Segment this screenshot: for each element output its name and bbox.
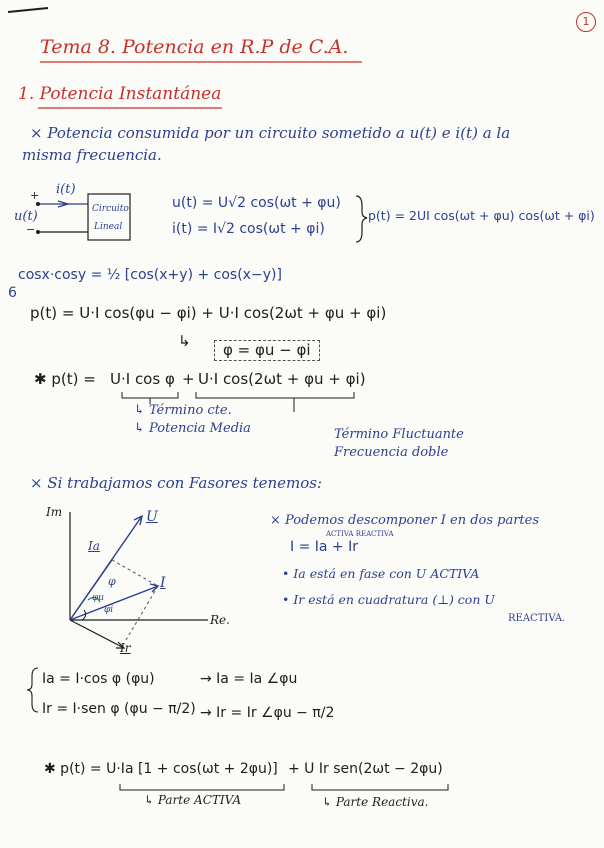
term-1-label-mean: ↳ Potencia Media xyxy=(134,421,251,436)
equation-p-expanded: p(t) = U·I cos(φu − φi) + U·I cos(2ωt + φu + φi) xyxy=(30,304,387,322)
circuit-current-label: i(t) xyxy=(56,182,76,197)
circuit-plus: + xyxy=(30,189,40,202)
star-equation-prefix: ✱ p(t) = xyxy=(34,370,96,388)
final-equation-reactive: + U Ir sen(2ωt − 2φu) xyxy=(288,761,443,777)
equation-p: p(t) = 2UI cos(ωt + φu) cos(ωt + φi) xyxy=(368,208,595,223)
term-2-label-fluctuating: Término Fluctuante xyxy=(334,427,464,442)
equation-u: u(t) = U√2 cos(ωt + φu) xyxy=(172,195,341,211)
phasor-u-label: U xyxy=(146,509,158,525)
bullet-active: • Ia está en fase con U ACTIVA xyxy=(282,566,480,581)
circuit-box-line-1: Circuito xyxy=(92,204,129,214)
final-equation-active: ✱ p(t) = U·Ia [1 + cos(ωt + 2φu)] xyxy=(44,761,278,777)
ia-result: → Ia = Ia ∠φu xyxy=(200,671,298,687)
final-label-reactive: ↳ Parte Reactiva. xyxy=(322,795,429,809)
phasor-ia-label: Ia xyxy=(88,539,100,553)
decomposition-equation: I = Ia + Ir xyxy=(290,539,358,555)
trig-identity: cosx·cosy = ½ [cos(x+y) + cos(x−y)] xyxy=(18,267,282,283)
bullet-reactive: • Ir está en cuadratura (⊥) con U xyxy=(282,592,495,607)
phi-angle-label: φ xyxy=(108,575,116,588)
identity-marker: 6 xyxy=(8,285,17,301)
equation-i: i(t) = I√2 cos(ωt + φi) xyxy=(172,221,325,237)
phasor-i-label: I xyxy=(160,575,166,591)
phi-arrow: ↳ xyxy=(178,332,191,350)
page-number: 1 xyxy=(576,12,596,32)
bullet-reactive-cont: REACTIVA. xyxy=(508,613,566,624)
star-equation-term-1: U·I cos φ xyxy=(110,370,175,388)
axis-re-label: Re. xyxy=(210,613,230,627)
circuit-minus: − xyxy=(26,223,36,236)
term-2-label-double-frequency: Frecuencia doble xyxy=(334,445,449,460)
circuit-box-line-2: Lineal xyxy=(94,222,123,232)
term-1-label-constant: ↳ Término cte. xyxy=(134,403,232,418)
section-heading: 1. Potencia Instantánea xyxy=(18,84,222,104)
axis-im-label: Im xyxy=(46,505,63,519)
circuit-voltage-label: u(t) xyxy=(14,209,38,224)
ir-equation: Ir = I·sen φ (φu − π/2) xyxy=(42,701,196,717)
phasor-intro: × Si trabajamos con Fasores tenemos: xyxy=(30,474,323,492)
star-equation-term-2: U·I cos(2ωt + φu + φi) xyxy=(198,370,366,388)
ia-equation: Ia = I·cos φ (φu) xyxy=(42,671,155,687)
phi-i-angle-label: φi xyxy=(104,605,114,615)
intro-line-2: misma frecuencia. xyxy=(22,146,162,164)
decomposition-line: × Podemos descomponer I en dos partes xyxy=(270,513,540,528)
ir-result: → Ir = Ir ∠φu − π/2 xyxy=(200,705,335,721)
decomposition-note: ACTIVA REACTIVA xyxy=(326,530,394,538)
phi-u-angle-label: φu xyxy=(92,593,105,603)
page-title: Tema 8. Potencia en R.P de C.A. xyxy=(40,36,349,58)
final-label-active: ↳ Parte ACTIVA xyxy=(144,793,242,807)
phasor-ir-label: Ir xyxy=(120,641,131,655)
star-equation-plus: + xyxy=(182,370,195,388)
phi-definition: φ = φu − φi xyxy=(214,340,320,361)
intro-line-1: × Potencia consumida por un circuito sometido a u(t) e i(t) a la xyxy=(30,124,511,142)
